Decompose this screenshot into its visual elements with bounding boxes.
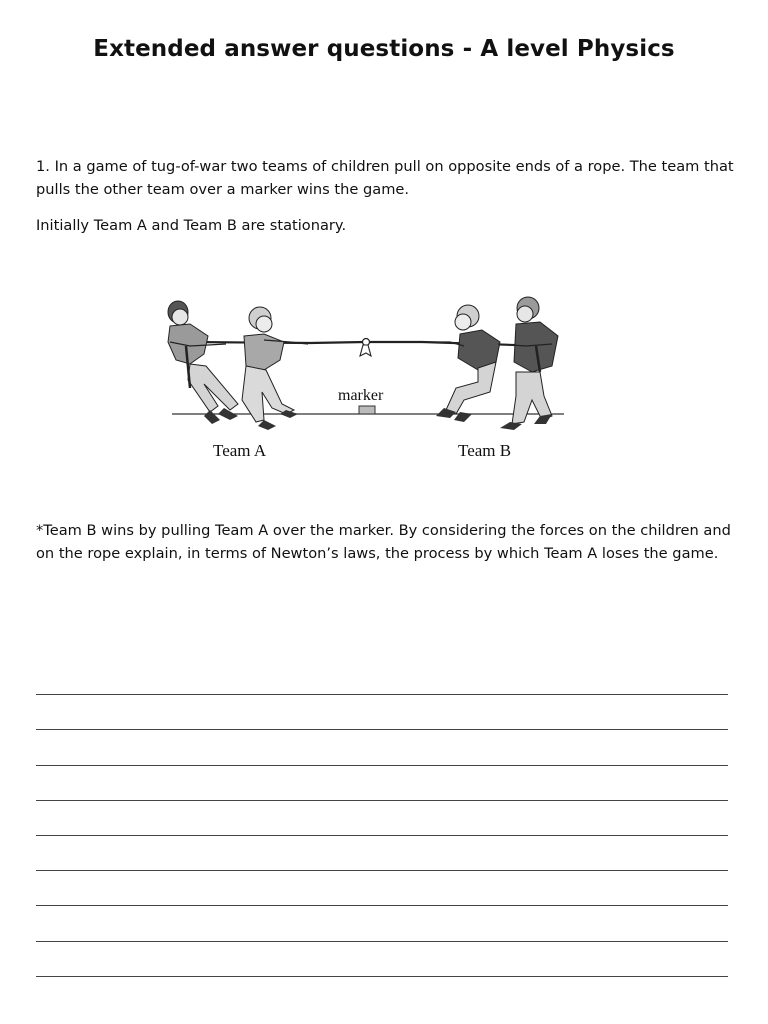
answer-line[interactable] [36,942,728,977]
page-title: Extended answer questions - A level Physics [93,36,675,62]
answer-line[interactable] [36,766,728,801]
team-a-child-1 [168,301,238,424]
team-b-label: Team B [458,441,512,460]
question-initial-state: Initially Team A and Team B are stationary. [36,217,347,234]
team-a-child-2 [242,307,308,430]
question-intro: 1. In a game of tug-of-war two teams of children pull on opposite ends of a rope. The team that pulls the other team over a marker wins the game. [36,158,734,198]
answer-line[interactable] [36,660,728,695]
answer-line[interactable] [36,871,728,906]
tug-of-war-illustration [160,296,570,466]
marker-label: marker [338,387,384,404]
answer-line[interactable] [36,801,728,836]
answer-line[interactable] [36,730,728,765]
marker-block [359,406,375,414]
answer-area[interactable] [36,660,728,977]
team-b-child-1 [422,305,500,422]
answer-line[interactable] [36,906,728,941]
question-prompt: *Team B wins by pulling Team A over the marker. By considering the forces on the children and on the rope explain, in terms of Newton’s laws, the process by which Team A loses the game. [36,522,731,562]
team-a-label: Team A [213,441,267,460]
team-b-child-2 [498,297,558,430]
answer-line[interactable] [36,836,728,871]
answer-line[interactable] [36,695,728,730]
tug-of-war-figure [160,296,570,466]
